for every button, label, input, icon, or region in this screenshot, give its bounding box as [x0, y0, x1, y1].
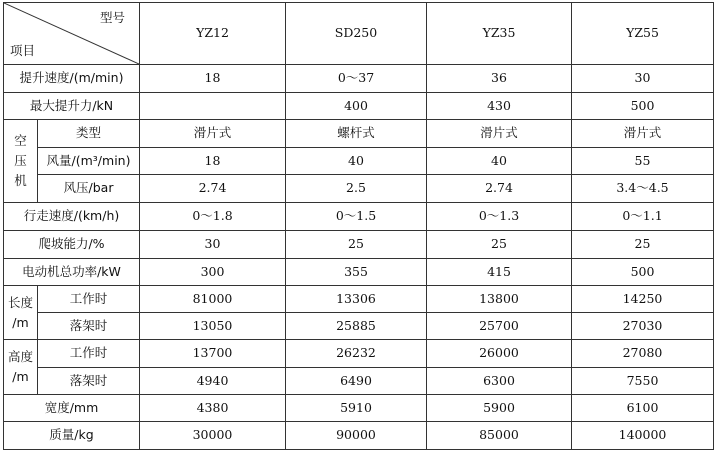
- table-row: [4, 175, 714, 203]
- row-label-motor-power: 电动机总功率/kW: [4, 259, 140, 286]
- table-cell: 14250: [572, 286, 714, 313]
- table-cell: 30: [140, 231, 286, 259]
- table-cell: 0～1.3: [427, 203, 572, 231]
- table-cell: 7550: [572, 368, 714, 395]
- table-row: [4, 259, 714, 286]
- table-cell: 18: [140, 65, 286, 93]
- row-label-height-lowered: 落架时: [38, 368, 140, 395]
- row-label-air-pressure: 风压/bar: [38, 175, 140, 203]
- table-cell: 25885: [286, 313, 427, 340]
- table-cell: 0～1.5: [286, 203, 427, 231]
- table-row: [4, 148, 714, 175]
- table-cell: 4380: [140, 395, 286, 422]
- table-cell: 500: [572, 259, 714, 286]
- table-row: [4, 422, 714, 450]
- table-cell: 415: [427, 259, 572, 286]
- table-cell: 5910: [286, 395, 427, 422]
- table-cell: 滑片式: [140, 120, 286, 148]
- row-label-travel-speed: 行走速度/(km/h): [4, 203, 140, 231]
- table-cell: 40: [427, 148, 572, 175]
- spec-table: [3, 2, 714, 450]
- table-cell: 0～37: [286, 65, 427, 93]
- model-header-sd250: SD250: [286, 3, 427, 65]
- table-cell: 40: [286, 148, 427, 175]
- table-cell: 30000: [140, 422, 286, 450]
- table-row: [4, 231, 714, 259]
- row-label-lift-speed: 提升速度/(m/min): [4, 65, 140, 93]
- table-cell: 430: [427, 93, 572, 120]
- row-label-width: 宽度/mm: [4, 395, 140, 422]
- table-cell: 27030: [572, 313, 714, 340]
- table-cell: 6490: [286, 368, 427, 395]
- table-cell: 90000: [286, 422, 427, 450]
- table-cell: 2.74: [427, 175, 572, 203]
- table-row: [4, 120, 714, 148]
- row-label-mass: 质量/kg: [4, 422, 140, 450]
- row-label-type: 类型: [38, 120, 140, 148]
- row-label-climb: 爬坡能力/%: [4, 231, 140, 259]
- table-cell: 18: [140, 148, 286, 175]
- table-cell: 140000: [572, 422, 714, 450]
- table-cell: 55: [572, 148, 714, 175]
- height-group-text: 高度: [7, 349, 33, 364]
- table-cell: 6100: [572, 395, 714, 422]
- model-header-yz12: YZ12: [140, 3, 286, 65]
- table-row: [4, 313, 714, 340]
- table-cell: 25: [286, 231, 427, 259]
- table-cell: 81000: [140, 286, 286, 313]
- table-cell: 300: [140, 259, 286, 286]
- group-label-compressor: [4, 120, 38, 203]
- table-cell: 500: [572, 93, 714, 120]
- header-row: [4, 3, 714, 65]
- table-cell: 4940: [140, 368, 286, 395]
- table-cell: 0～1.1: [572, 203, 714, 231]
- table-cell: 27080: [572, 340, 714, 368]
- group-label-height: [4, 340, 38, 395]
- group-label-length: [4, 286, 38, 340]
- table-cell: 25700: [427, 313, 572, 340]
- table-cell: 螺杆式: [286, 120, 427, 148]
- length-group-text: 长度: [7, 294, 33, 310]
- table-cell: 26000: [427, 340, 572, 368]
- table-cell: 355: [286, 259, 427, 286]
- compressor-group-text: 空 压 机: [14, 133, 27, 188]
- row-label-length-lowered: 落架时: [38, 313, 140, 340]
- table-row: [4, 395, 714, 422]
- length-group-unit: /m: [12, 314, 29, 330]
- table-row: [4, 203, 714, 231]
- table-cell: 13306: [286, 286, 427, 313]
- row-label-air-volume: 风量/(m³/min): [38, 148, 140, 175]
- model-header-yz35: YZ35: [427, 3, 572, 65]
- table-row: [4, 65, 714, 93]
- table-cell: 13050: [140, 313, 286, 340]
- row-label-length-working: 工作时: [38, 286, 140, 313]
- table-cell: 滑片式: [572, 120, 714, 148]
- table-cell: 3.4～4.5: [572, 175, 714, 203]
- table-row: [4, 340, 714, 368]
- table-cell: 5900: [427, 395, 572, 422]
- corner-header-cell: [4, 3, 140, 65]
- table-cell: 2.74: [140, 175, 286, 203]
- table-cell: 26232: [286, 340, 427, 368]
- table-row: [4, 368, 714, 395]
- table-cell: 36: [427, 65, 572, 93]
- table-row: [4, 286, 714, 313]
- height-group-unit: /m: [12, 369, 29, 384]
- row-label-max-lift: 最大提升力/kN: [4, 93, 140, 120]
- row-label-height-working: 工作时: [38, 340, 140, 368]
- table-cell: 13800: [427, 286, 572, 313]
- table-cell: 25: [572, 231, 714, 259]
- table-cell: 0～1.8: [140, 203, 286, 231]
- table-row: [4, 93, 714, 120]
- table-cell: 滑片式: [427, 120, 572, 148]
- model-header-yz55: YZ55: [572, 3, 714, 65]
- table-cell: 13700: [140, 340, 286, 368]
- table-cell: 85000: [427, 422, 572, 450]
- table-cell: 6300: [427, 368, 572, 395]
- corner-item-label: 项目: [10, 42, 36, 58]
- table-cell: 400: [286, 93, 427, 120]
- table-cell: 25: [427, 231, 572, 259]
- table-cell: 30: [572, 65, 714, 93]
- table-cell: 2.5: [286, 175, 427, 203]
- table-cell: [140, 93, 286, 120]
- corner-model-label: 型号: [99, 10, 125, 25]
